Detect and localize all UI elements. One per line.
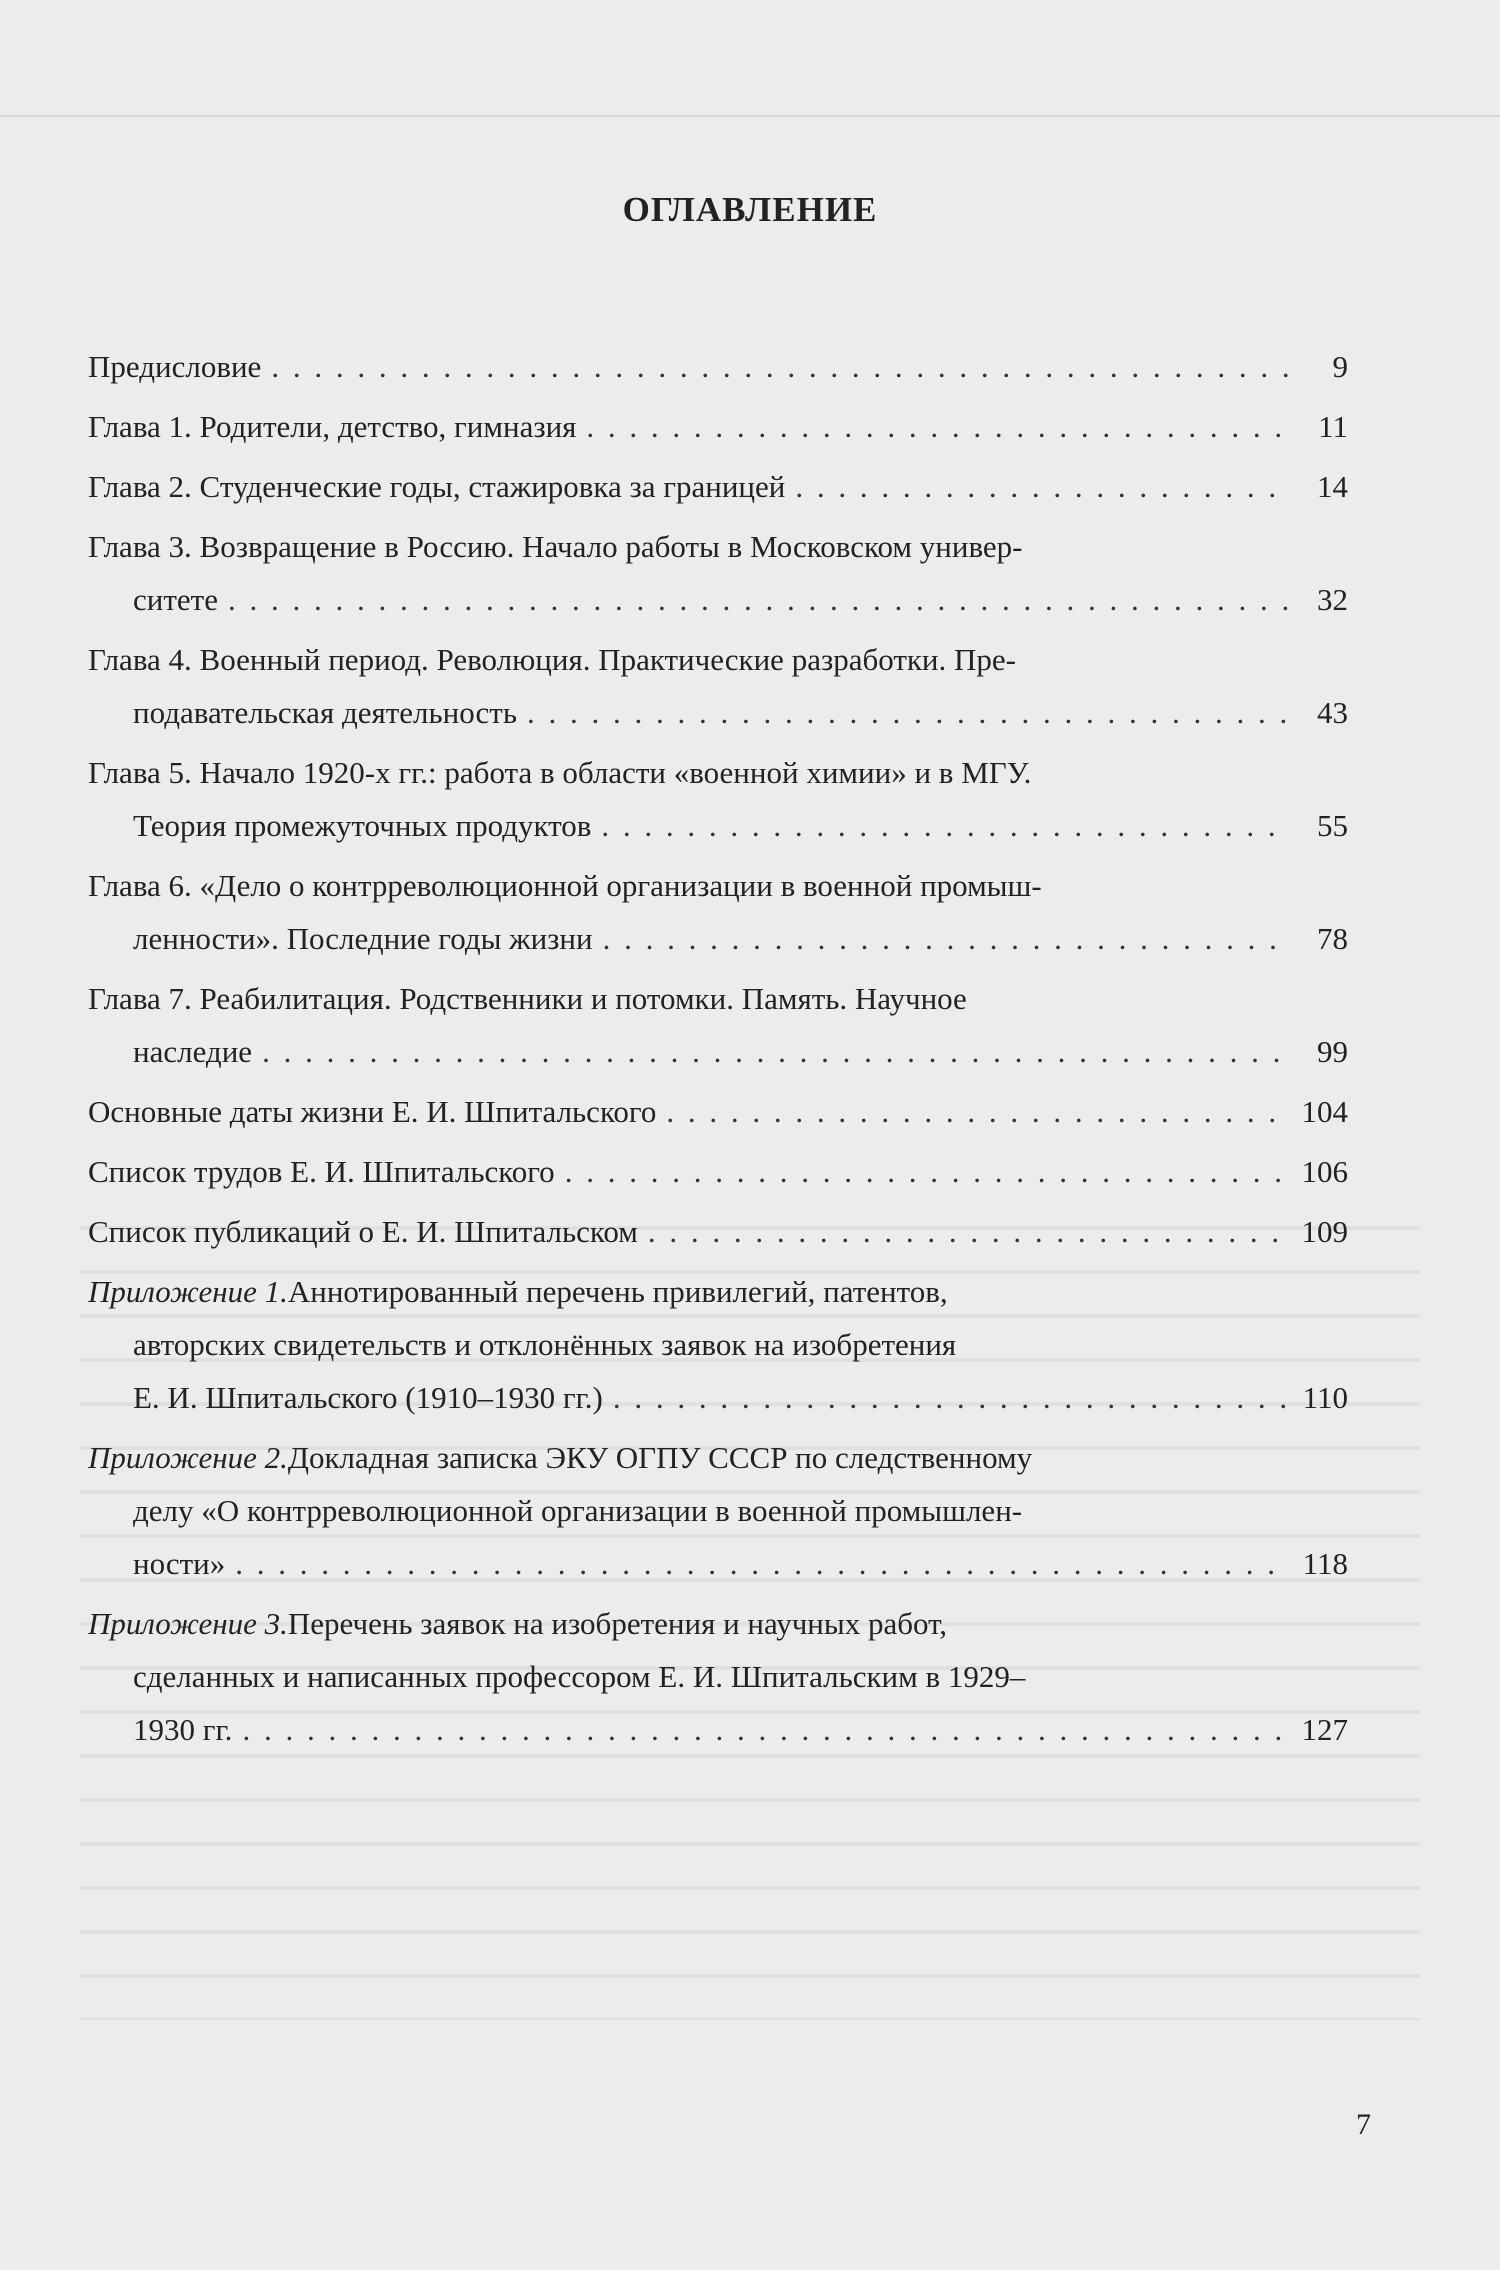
toc-entry-dates bbox=[88, 1085, 1348, 1138]
appendix-label: Приложение 1. bbox=[88, 1274, 288, 1309]
dot-leader bbox=[666, 1085, 1290, 1138]
toc-entry-text-cont: подавательская деятельность bbox=[133, 695, 517, 730]
toc-entry-text: Глава 5. Начало 1920-х гг.: работа в области «военной химии» и в МГУ. bbox=[88, 755, 1032, 790]
toc-page-number: 118 bbox=[1302, 1546, 1348, 1581]
toc-page-number: 55 bbox=[1317, 808, 1348, 843]
toc-page-number: 99 bbox=[1317, 1034, 1348, 1069]
toc-entry-text-cont: ности» bbox=[133, 1546, 226, 1581]
appendix-label: Приложение 2. bbox=[88, 1440, 288, 1475]
toc-page-number: 109 bbox=[1301, 1214, 1348, 1249]
dot-leader bbox=[262, 1025, 1290, 1078]
toc-entry-text: Глава 4. Военный период. Революция. Практические разработки. Пре- bbox=[88, 642, 1016, 677]
toc-page-number: 78 bbox=[1317, 921, 1348, 956]
toc-entry-text: Основные даты жизни Е. И. Шпитальского bbox=[88, 1094, 657, 1129]
toc-entry-works bbox=[88, 1145, 1348, 1198]
toc-entry-text-cont: авторских свидетельств и отклонённых заявок на изобретения bbox=[133, 1327, 957, 1362]
toc-entry-preface bbox=[88, 340, 1348, 393]
dot-leader bbox=[565, 1145, 1290, 1198]
dot-leader bbox=[242, 1703, 1290, 1756]
toc-entry-appendix-1 bbox=[88, 1265, 1348, 1424]
toc-entry-text-cont: ситете bbox=[133, 582, 218, 617]
dot-leader bbox=[527, 686, 1290, 739]
toc-entry-text: Докладная записка ЭКУ ОГПУ СССР по следственному bbox=[287, 1440, 1033, 1475]
dot-leader bbox=[648, 1205, 1290, 1258]
dot-leader bbox=[228, 573, 1290, 626]
toc-entry-chapter-5 bbox=[88, 746, 1348, 852]
dot-leader bbox=[603, 912, 1290, 965]
toc-entry-text-cont: сделанных и написанных профессором Е. И. Шпитальским в 1929– bbox=[133, 1659, 1026, 1694]
toc-page-number: 14 bbox=[1317, 469, 1348, 504]
toc-entry-text: Аннотированный перечень привилегий, патентов, bbox=[287, 1274, 948, 1309]
toc-entry-text: Глава 6. «Дело о контрреволюционной организации в военной промыш- bbox=[88, 868, 1042, 903]
dot-leader bbox=[235, 1537, 1290, 1590]
dot-leader bbox=[795, 460, 1290, 513]
toc-entry-chapter-7 bbox=[88, 972, 1348, 1078]
toc-entry-appendix-3 bbox=[88, 1597, 1348, 1756]
toc-entry-appendix-2 bbox=[88, 1431, 1348, 1590]
toc-entry-publications bbox=[88, 1205, 1348, 1258]
dot-leader bbox=[601, 799, 1290, 852]
toc-entry-chapter-1 bbox=[88, 400, 1348, 453]
page-folio-number: 7 bbox=[1356, 2108, 1371, 2141]
dot-leader bbox=[586, 400, 1290, 453]
toc-entry-text: Список публикаций о Е. И. Шпитальском bbox=[88, 1214, 638, 1249]
toc-entry-text: Перечень заявок на изобретения и научных работ, bbox=[287, 1606, 948, 1641]
toc-entry-chapter-3 bbox=[88, 520, 1348, 626]
toc-entry-text-cont: наследие bbox=[133, 1034, 253, 1069]
toc-page-number: 32 bbox=[1317, 582, 1348, 617]
toc-entry-text: Глава 7. Реабилитация. Родственники и потомки. Память. Научное bbox=[88, 981, 967, 1016]
toc-entry-chapter-2 bbox=[88, 460, 1348, 513]
toc-page-number: 11 bbox=[1318, 409, 1348, 444]
toc-entry-text: Глава 3. Возвращение в Россию. Начало работы в Московском универ- bbox=[88, 529, 1023, 564]
toc-page-number: 110 bbox=[1302, 1380, 1348, 1415]
toc-entry-text: Список трудов Е. И. Шпитальского bbox=[88, 1154, 555, 1189]
toc-entry-text: Глава 1. Родители, детство, гимназия bbox=[88, 409, 577, 444]
toc-page-number: 43 bbox=[1317, 695, 1348, 730]
toc-entry-chapter-6 bbox=[88, 859, 1348, 965]
toc-entry-text: Предисловие bbox=[88, 349, 262, 384]
toc-entry-chapter-4 bbox=[88, 633, 1348, 739]
page-title: ОГЛАВЛЕНИЕ bbox=[622, 190, 878, 229]
toc-page-number: 127 bbox=[1301, 1712, 1348, 1747]
toc-entry-text-cont: делу «О контрреволюционной организации в военной промышлен- bbox=[133, 1493, 1023, 1528]
toc-entry-text-cont: ленности». Последние годы жизни bbox=[133, 921, 593, 956]
toc-entry-text-cont: Теория промежуточных продуктов bbox=[133, 808, 592, 843]
toc-entry-text-cont: Е. И. Шпитальского (1910–1930 гг.) bbox=[133, 1380, 603, 1415]
appendix-label: Приложение 3. bbox=[88, 1606, 288, 1641]
dot-leader bbox=[271, 340, 1290, 393]
top-rule bbox=[0, 115, 1500, 117]
toc-entry-text-cont: 1930 гг. bbox=[133, 1712, 233, 1747]
toc-entry-text: Глава 2. Студенческие годы, стажировка за границей bbox=[88, 469, 786, 504]
toc-page-number: 106 bbox=[1301, 1154, 1348, 1189]
dot-leader bbox=[613, 1371, 1290, 1424]
toc-page-number: 104 bbox=[1301, 1094, 1348, 1129]
toc-page-number: 9 bbox=[1332, 349, 1348, 384]
table-of-contents bbox=[88, 340, 1348, 1763]
